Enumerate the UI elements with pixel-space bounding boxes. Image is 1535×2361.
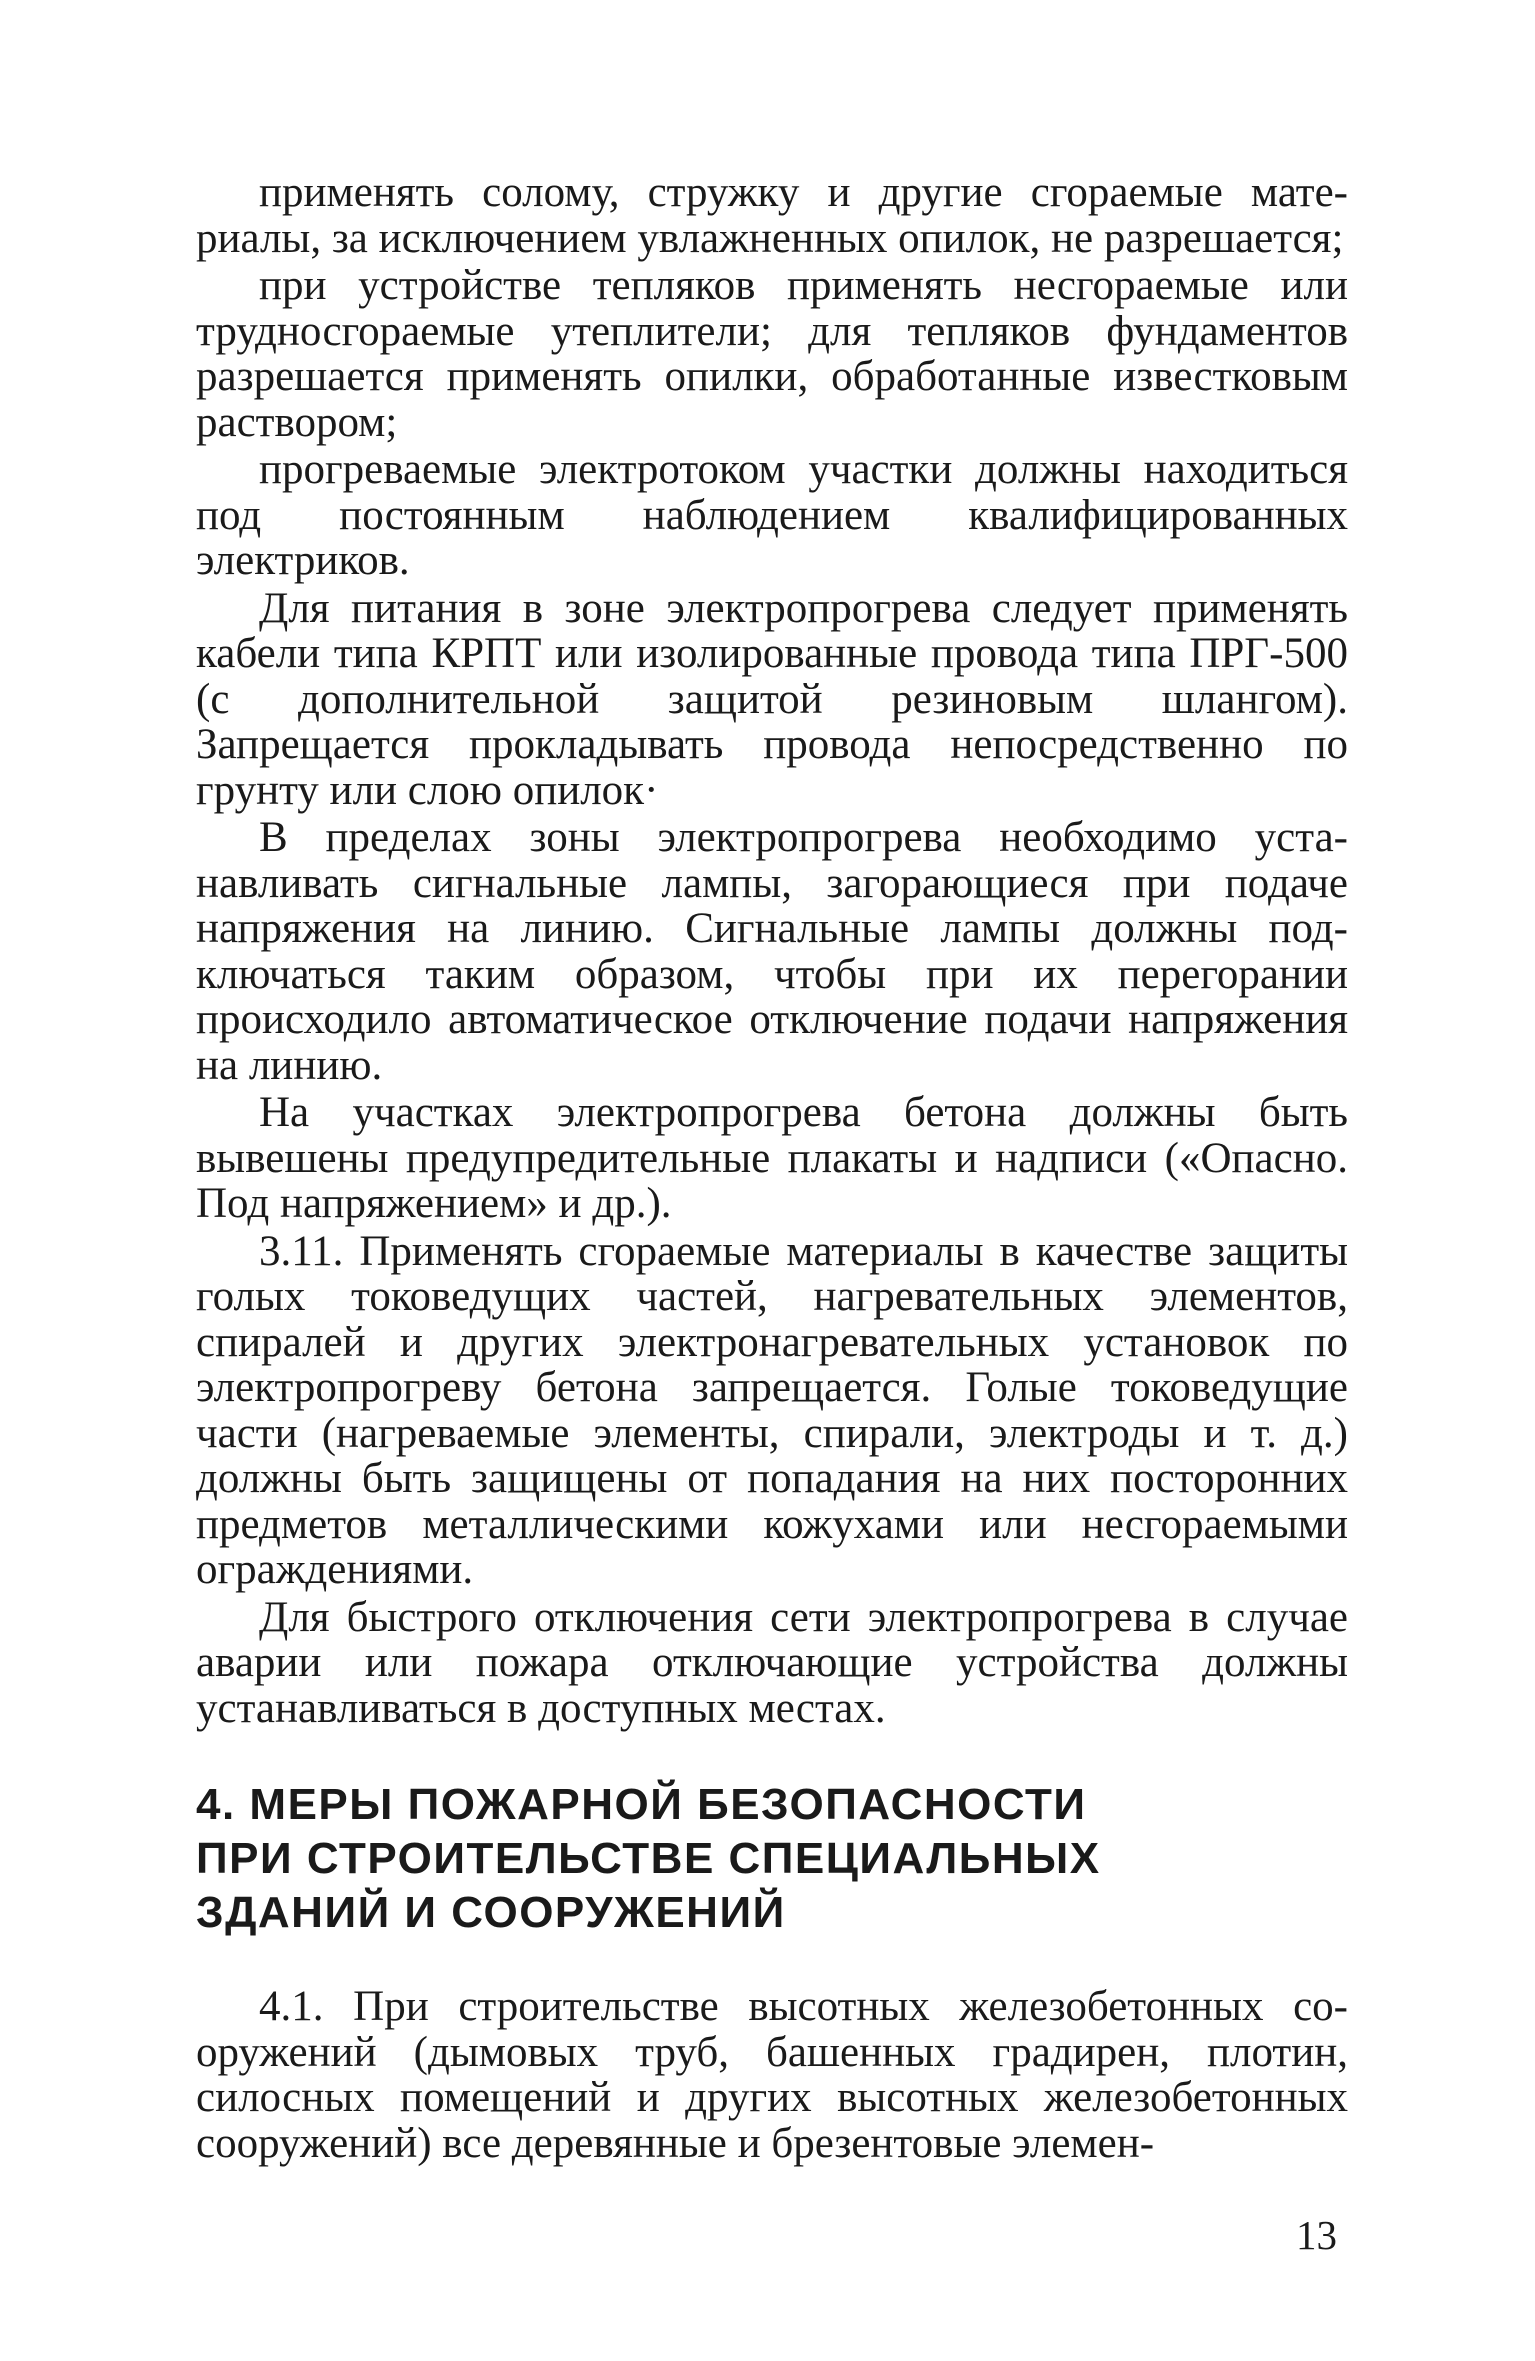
- paragraph-electrician-supervision: прогреваемые электротоком участки должны находиться под постоянным наблюдением квалифицированных электриков.: [196, 446, 1348, 584]
- heading-line-3: ЗДАНИЙ И СООРУЖЕНИЙ: [196, 1888, 786, 1937]
- page-body: [196, 170, 1348, 2166]
- page-number: 13: [1296, 2212, 1337, 2258]
- heading-line-2: ПРИ СТРОИТЕЛЬСТВЕ СПЕЦИАЛЬНЫХ: [196, 1834, 1101, 1883]
- paragraph-section-3-11: 3.11. Применять сгораемые материалы в качестве защиты голых токоведущих частей, нагревательных элементов, спиралей и других электронагревательных установок по электропрогреву бетона запрещается. Голые токоведущие части (нагреваемые элементы, спирали, электроды и т. д.) должны быть защищены от попадания на них посторонних предметов металлическими кожухами или несгораемыми ограждениями.: [196, 1227, 1348, 1593]
- heading-line-1: 4. МЕРЫ ПОЖАРНОЙ БЕЗОПАСНОСТИ: [196, 1780, 1087, 1829]
- paragraph-warning-signs: На участках электропрогрева бетона должны быть вывешены предупредительные плакаты и надписи («Опасно. Под напряжением» и др.).: [196, 1089, 1348, 1227]
- paragraph-signal-lamps: В пределах зоны электропрогрева необходимо устанавливать сигнальные лампы, загорающиеся при подаче напряжения на линию. Сигнальные лампы должны подключаться таким образом, чтобы при их перегорании происходило автоматическое отключение подачи напряжения на линию.: [196, 814, 1348, 1089]
- paragraph-emergency-shutdown: Для быстрого отключения сети электропрогрева в случае аварии или пожара отключающие устройства должны устанавливаться в доступных местах.: [196, 1593, 1348, 1732]
- paragraph-power-cables: Для питания в зоне электропрогрева следует применять кабели типа КРПТ или изолированные провода типа ПРГ-500 (с дополнительной защитой резиновым шлангом). Запрещается прокладывать провода непосредственно по грунту или слою опилок·: [196, 584, 1348, 814]
- paragraph-straw-shavings: применять солому, стружку и другие сгораемые материалы, за исключением увлажненных опилок, не разрешается;: [196, 169, 1348, 262]
- section-4-heading: [196, 1778, 1348, 1940]
- paragraph-heating-enclosures: при устройстве тепляков применять несгораемые или трудносгораемые утеплители; для тепляков фундаментов разрешается применять опилки, обработанные известковым раствором;: [196, 262, 1348, 446]
- paragraph-section-4-1: 4.1. При строительстве высотных железобетонных сооружений (дымовых труб, башенных градирен, плотин, силосных помещений и других высотных железобетонных сооружений) все деревянные и брезентовые элемен-: [196, 1983, 1348, 2167]
